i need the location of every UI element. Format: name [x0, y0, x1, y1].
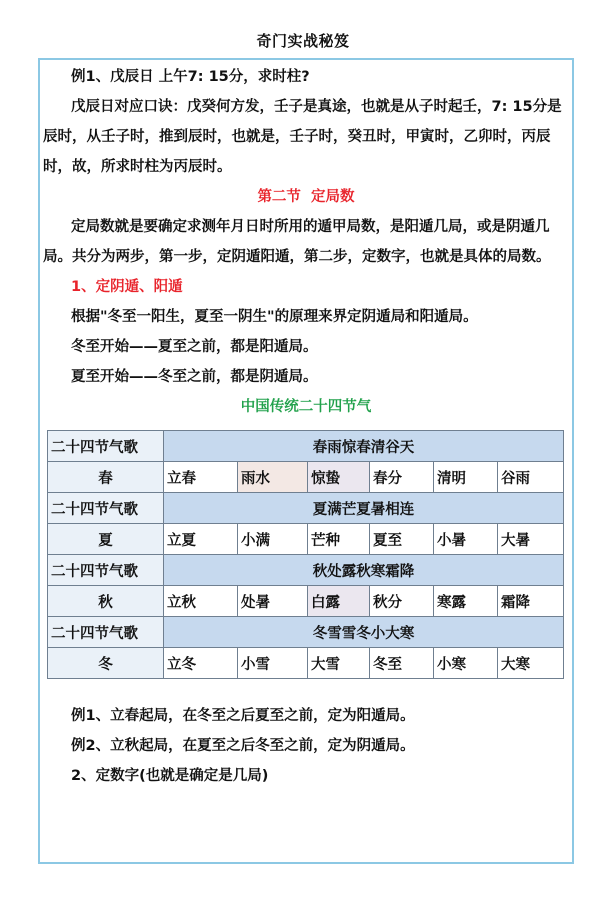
closing-section — [43, 701, 569, 791]
term-cell: 冬至 — [370, 648, 434, 679]
row-header-label: 二十四节气歌 — [48, 555, 164, 586]
term-cell: 寒露 — [434, 586, 498, 617]
term-cell: 小暑 — [434, 524, 498, 555]
term-cell: 霜降 — [498, 586, 564, 617]
term-cell: 惊蛰 — [308, 462, 370, 493]
row-header-label: 二十四节气歌 — [48, 493, 164, 524]
term-cell: 小寒 — [434, 648, 498, 679]
sub-heading-yin-yang: 1、定阴遁、阳遁 — [71, 279, 183, 295]
summer-verse: 夏满芒夏暑相连 — [164, 493, 564, 524]
table-row-winter-verse — [48, 617, 564, 648]
closing-example-2: 例2、立秋起局，在夏至之后冬至之前，定为阴遁局。 — [71, 738, 415, 754]
term-cell: 春分 — [370, 462, 434, 493]
term-cell: 立夏 — [164, 524, 238, 555]
term-cell: 谷雨 — [498, 462, 564, 493]
term-cell: 处暑 — [238, 586, 308, 617]
season-winter: 冬 — [48, 648, 164, 679]
term-cell: 夏至 — [370, 524, 434, 555]
section-intro: 定局数就是要确定求测年月日时所用的遁甲局数，是阳遁几局，或是阴遁几局。共分为两步，第一步，定阴遁阳遁，第二步，定数字，也就是具体的局数。 — [43, 219, 551, 265]
document-body — [43, 62, 569, 791]
term-cell: 芒种 — [308, 524, 370, 555]
term-cell: 清明 — [434, 462, 498, 493]
solar-terms-table — [47, 430, 564, 679]
principle-text: 根据"冬至一阳生，夏至一阴生"的原理来界定阴遁局和阳遁局。 — [71, 309, 478, 325]
table-title: 中国传统二十四节气 — [240, 399, 372, 415]
solar-terms-table-wrap — [43, 430, 569, 679]
term-cell: 秋分 — [370, 586, 434, 617]
example-explanation: 戊辰日对应口诀：戊癸何方发，壬子是真途，也就是从子时起壬，7: 15分是辰时，从壬子时，推到辰时，也就是，壬子时，癸丑时，甲寅时，乙卯时，丙辰时，故，所求时柱为丙辰时。 — [43, 99, 562, 175]
yin-rule: 夏至开始——冬至之前，都是阴遁局。 — [71, 369, 318, 385]
page-title: 奇门实战秘笈 — [256, 32, 350, 50]
term-cell: 雨水 — [238, 462, 308, 493]
spring-verse: 春雨惊春清谷天 — [164, 431, 564, 462]
table-row-spring-verse — [48, 431, 564, 462]
term-cell: 小雪 — [238, 648, 308, 679]
table-row-winter-terms — [48, 648, 564, 679]
yang-rule: 冬至开始——夏至之前，都是阳遁局。 — [71, 339, 318, 355]
winter-verse: 冬雪雪冬小大寒 — [164, 617, 564, 648]
season-spring: 春 — [48, 462, 164, 493]
row-header-label: 二十四节气歌 — [48, 617, 164, 648]
term-cell: 立春 — [164, 462, 238, 493]
season-summer: 夏 — [48, 524, 164, 555]
term-cell: 立冬 — [164, 648, 238, 679]
term-cell: 大雪 — [308, 648, 370, 679]
table-row-summer-verse — [48, 493, 564, 524]
section-title: 第二节 定局数 — [257, 189, 355, 205]
autumn-verse: 秋处露秋寒霜降 — [164, 555, 564, 586]
term-cell: 大暑 — [498, 524, 564, 555]
table-row-autumn-terms — [48, 586, 564, 617]
closing-example-1: 例1、立春起局，在冬至之后夏至之前，定为阳遁局。 — [71, 708, 415, 724]
term-cell: 大寒 — [498, 648, 564, 679]
season-autumn: 秋 — [48, 586, 164, 617]
sub-heading-number: 2、定数字(也就是确定是几局) — [71, 768, 269, 784]
table-row-autumn-verse — [48, 555, 564, 586]
table-row-spring-terms — [48, 462, 564, 493]
row-header-label: 二十四节气歌 — [48, 431, 164, 462]
table-row-summer-terms — [48, 524, 564, 555]
term-cell: 白露 — [308, 586, 370, 617]
term-cell: 小满 — [238, 524, 308, 555]
example-heading: 例1、戊辰日 上午7: 15分，求时柱? — [71, 69, 310, 85]
term-cell: 立秋 — [164, 586, 238, 617]
